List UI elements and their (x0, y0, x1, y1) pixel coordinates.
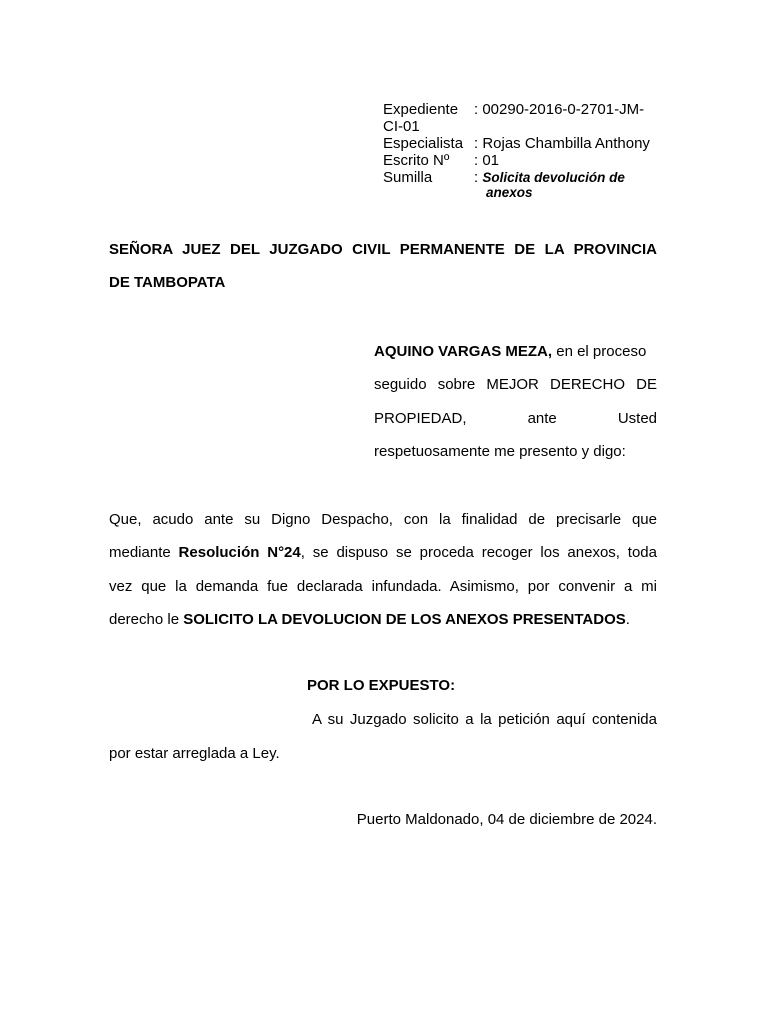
escrito-label: Escrito Nº (383, 152, 450, 169)
especialista-value: : Rojas Chambilla Anthony (474, 135, 650, 152)
body-line-3: vez que la demanda fue declarada infundada. Asimismo, por convenir a mi (109, 577, 657, 595)
sumilla-label: Sumilla (383, 169, 433, 186)
escrito-row (383, 152, 663, 169)
petitioner-intro (374, 335, 657, 468)
addressee-line-1: SEÑORA JUEZ DEL JUZGADO CIVIL PERMANENTE DE LA PROVINCIA (109, 241, 657, 258)
intro-line-2: seguido sobre MEJOR DERECHO DE (374, 376, 657, 394)
intro-line-1-rest: en el proceso (552, 343, 647, 360)
intro-line-1 (374, 335, 657, 368)
resolution-ref: Resolución N°24 (178, 544, 301, 562)
expediente-value-cont: CI-01 (383, 118, 420, 135)
especialista-row (383, 135, 663, 152)
expediente-value: : 00290-2016-0-2701-JM- (474, 101, 645, 118)
request-statement: SOLICITO LA DEVOLUCION DE LOS ANEXOS PRESENTADOS (183, 610, 626, 628)
body-line-2 (109, 536, 657, 569)
addressee-line-2: DE TAMBOPATA (109, 274, 226, 291)
expediente-label: Expediente (383, 101, 459, 118)
especialista-label: Especialista (383, 135, 464, 152)
body-line-2-pre: mediante (109, 544, 179, 562)
intro-line-4: respetuosamente me presento y digo: (374, 442, 626, 460)
sumilla-value: Solicita devolución de (482, 170, 625, 185)
body-line-4 (109, 603, 657, 636)
sumilla-colon: : (474, 169, 479, 186)
expediente-row (383, 101, 663, 118)
place-and-date: Puerto Maldonado, 04 de diciembre de 2024. (356, 811, 657, 828)
intro-line-3: PROPIEDAD, ante Usted (374, 409, 657, 427)
body-line-4-post: . (625, 610, 630, 628)
body-paragraph (109, 503, 657, 636)
petition-paragraph (109, 703, 657, 771)
petitioner-name: AQUINO VARGAS MEZA, (374, 343, 553, 360)
sumilla-value-cont: anexos (486, 185, 533, 200)
body-line-4-pre: derecho le (109, 610, 184, 628)
body-line-1: Que, acudo ante su Digno Despacho, con la finalidad de precisarle que (109, 511, 657, 528)
closing-heading: POR LO EXPUESTO: (307, 677, 456, 694)
expediente-row-cont (383, 118, 663, 135)
petition-line-1: A su Juzgado solicito a la petición aquí contenida (312, 711, 657, 728)
sumilla-row (383, 169, 663, 186)
escrito-value: : 01 (474, 152, 500, 169)
body-line-2-post: , se dispuso se proceda recoger los anexos, toda (300, 544, 657, 562)
petition-line-2: por estar arreglada a Ley. (109, 745, 280, 762)
case-header (383, 101, 663, 200)
